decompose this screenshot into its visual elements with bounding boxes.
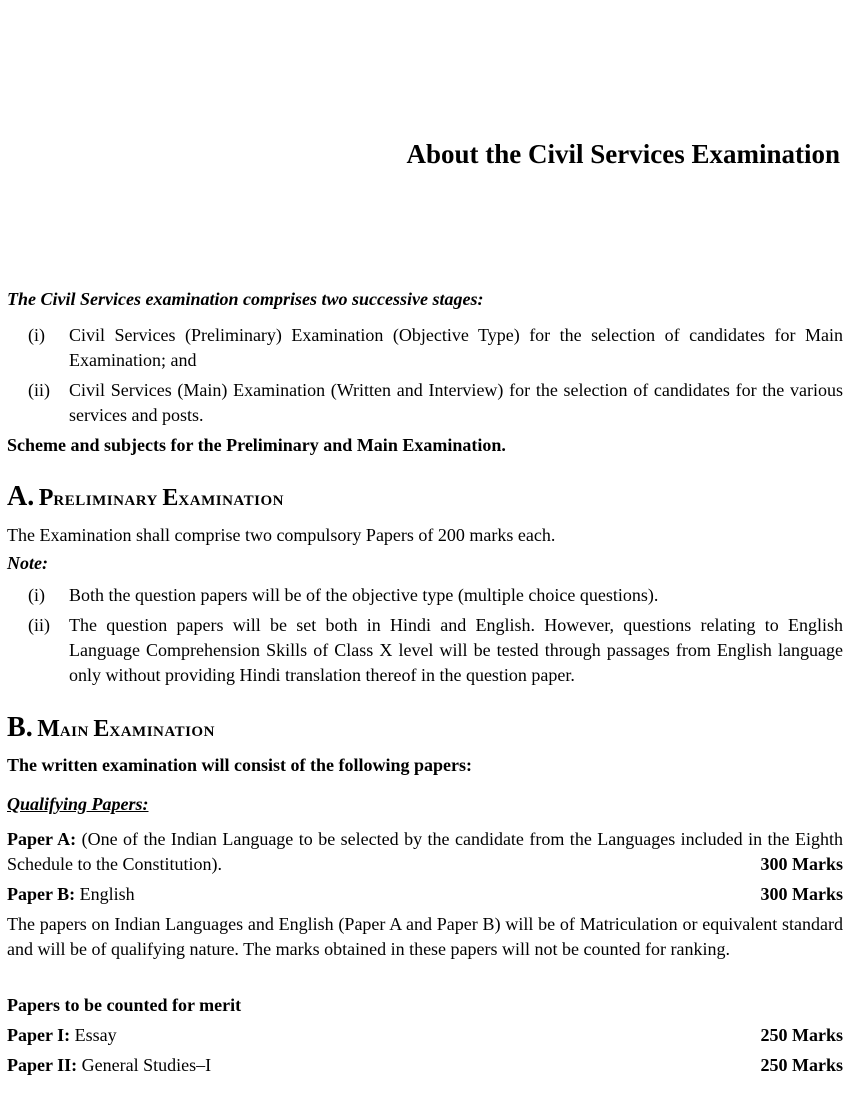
paper-description: (One of the Indian Language to be selected by the candidate from the Languages included in the Eighth Schedule to the Constitution). [7,829,844,874]
written-heading: The written examination will consist of the following papers: [7,755,472,775]
note-text: Both the question papers will be of the objective type (multiple choice questions). [69,585,659,605]
word-initial: M [37,716,60,742]
note-item-2 [28,613,843,688]
page-title: About the Civil Services Examination [406,139,840,169]
section-dot: . [27,481,35,512]
note-number: (ii) [28,615,50,635]
word-initial: P [38,485,54,511]
paper-a-entry [7,827,843,877]
stage-item-2 [28,378,843,428]
paper-marks: 300 Marks [760,854,843,874]
paper-description: Essay [74,1025,117,1045]
section-letter: A [7,481,28,512]
paper-2-entry [7,1053,843,1078]
scheme-heading: Scheme and subjects for the Preliminary and Main Examination. [7,435,506,455]
section-a-heading [7,480,284,518]
qualifying-paragraph: The papers on Indian Languages and English (Paper A and Paper B) will be of Matriculation or equivalent standard and will be of qualifying nature. The marks obtained in these papers will not be counted for ranking. [7,914,843,959]
word-initial: E [162,485,179,511]
note-text: The question papers will be set both in Hindi and English. However, questions relating to English Language Comprehension Skills of Class X level will be tested through passages from English language only without providing Hindi translation thereof in the question paper. [69,615,843,685]
stage-number: (ii) [28,380,50,400]
paper-description: General Studies–I [81,1055,212,1075]
stage-number: (i) [28,325,45,345]
word-rest: AIN [59,724,89,740]
paper-marks: 250 Marks [760,1055,843,1075]
paper-marks: 300 Marks [760,884,843,904]
word-initial: E [93,716,110,742]
paper-b-entry [7,882,843,907]
paper-description: English [79,884,135,904]
paper-label: Paper B: [7,884,76,904]
note-label: Note: [7,553,48,573]
section-dot: . [25,712,33,743]
stage-text: Civil Services (Preliminary) Examination (Objective Type) for the selection of candidates for Main Examination; and [69,325,843,370]
word-rest: RELIMINARY [53,493,158,509]
section-b-heading [7,711,215,749]
paper-1-entry [7,1023,843,1048]
section-letter: B [7,712,26,743]
note-item-1 [28,583,843,608]
paper-label: Paper I: [7,1025,71,1045]
note-number: (i) [28,585,45,605]
intro-heading: The Civil Services examination comprises two successive stages: [7,289,484,309]
stage-text: Civil Services (Main) Examination (Written and Interview) for the selection of candidates for the various services and posts. [69,380,843,425]
merit-heading: Papers to be counted for merit [7,995,242,1015]
paper-marks: 250 Marks [760,1025,843,1045]
stage-item-1 [28,323,843,373]
paper-label: Paper II: [7,1055,78,1075]
word-rest: XAMINATION [178,493,284,509]
qualifying-heading: Qualifying Papers: [7,794,149,814]
word-rest: XAMINATION [109,724,215,740]
prelim-text: The Examination shall comprise two compulsory Papers of 200 marks each. [7,525,556,545]
paper-label: Paper A: [7,829,77,849]
